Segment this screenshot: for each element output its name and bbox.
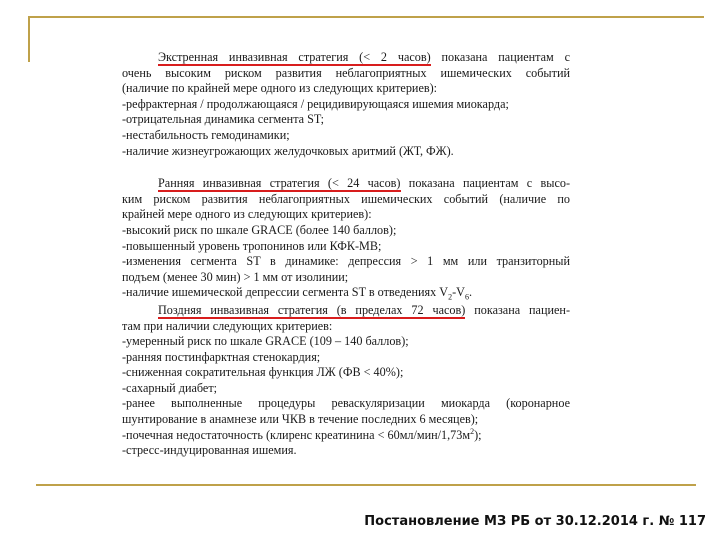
text-line: шунтирование в анамнезе или ЧКВ в течение последних 6 месяцев);: [122, 412, 479, 427]
criterion-item: -сниженная сократительная функция ЛЖ (ФВ < 40%);: [122, 365, 404, 380]
source-citation: Постановление МЗ РБ от 30.12.2014 г. № 117: [364, 514, 706, 529]
criterion-item: -нестабильность гемодинамики;: [122, 127, 290, 142]
text-line: там при наличии следующих критериев:: [122, 318, 333, 333]
criterion-item: -ранее выполненные процедуры реваскуляризации миокарда (коронарное: [122, 396, 570, 411]
criterion-item: -ранняя постинфарктная стенокардия;: [122, 349, 321, 364]
criterion-item: -сахарный диабет;: [122, 380, 218, 395]
criterion-item: -наличие ишемической депрессии сегмента ST в отведениях $V_2-V_6$.: [122, 285, 472, 302]
text-line: (наличие по крайней мере одного из следующих критериев):: [122, 81, 438, 96]
criterion-item: -почечная недостаточность (клиренс креатинина < $60мл/мин/1,73м^2$);: [122, 426, 482, 442]
criterion-item: -умеренный риск по шкале GRACE (109 – 140 баллов);: [122, 334, 409, 349]
scanned-document: [122, 50, 570, 459]
section-heading-underlined: Экстренная инвазивная стратегия (< 2 часов): [158, 50, 431, 64]
top-decorative-rule: [28, 16, 704, 18]
criterion-item: -наличие жизнеугрожающих желудочковых аритмий (ЖТ, ФЖ).: [122, 143, 454, 158]
criterion-item: -отрицательная динамика сегмента ST;: [122, 112, 325, 127]
criterion-item: -высокий риск по шкале GRACE (более 140 баллов);: [122, 222, 397, 237]
section-heading-underlined: Поздняя инвазивная стратегия (в пределах 72 часов): [158, 302, 466, 317]
section-lead-line: Ранняя инвазивная стратегия (< 24 часов) показана пациентам с высо-: [158, 176, 571, 191]
criterion-item: -повышенный уровень тропонинов или КФК-МВ;: [122, 238, 382, 253]
text-line: очень высоким риском развития неблагоприятных ишемических событий: [122, 65, 570, 80]
text-line: ким риском развития неблагоприятных ишемических событий (наличие по: [122, 191, 570, 206]
section-heading-underlined: Ранняя инвазивная стратегия (< 24 часов): [158, 176, 401, 191]
bottom-decorative-rule: [36, 484, 696, 486]
text-line: подъем (менее 30 мин) > 1 мм от изолинии;: [122, 269, 349, 284]
criterion-item: -рефрактерная / продолжающаяся / рецидивирующаяся ишемия миокарда;: [122, 96, 509, 111]
text-line: крайней мере одного из следующих критериев):: [122, 207, 372, 222]
section-lead-line: Поздняя инвазивная стратегия (в пределах 72 часов) показана пациен-: [158, 302, 571, 317]
section-lead-line: Экстренная инвазивная стратегия (< 2 часов) показана пациентам с: [158, 50, 570, 64]
criterion-item: -изменения сегмента ST в динамике: депрессия > 1 мм или транзиторный: [122, 254, 570, 269]
left-decorative-rule: [28, 16, 30, 62]
section-emergency-strategy: [122, 50, 570, 159]
section-early-strategy: [122, 176, 570, 301]
criterion-item: -стресс-индуцированная ишемия.: [122, 443, 297, 458]
section-late-strategy: [122, 303, 570, 459]
